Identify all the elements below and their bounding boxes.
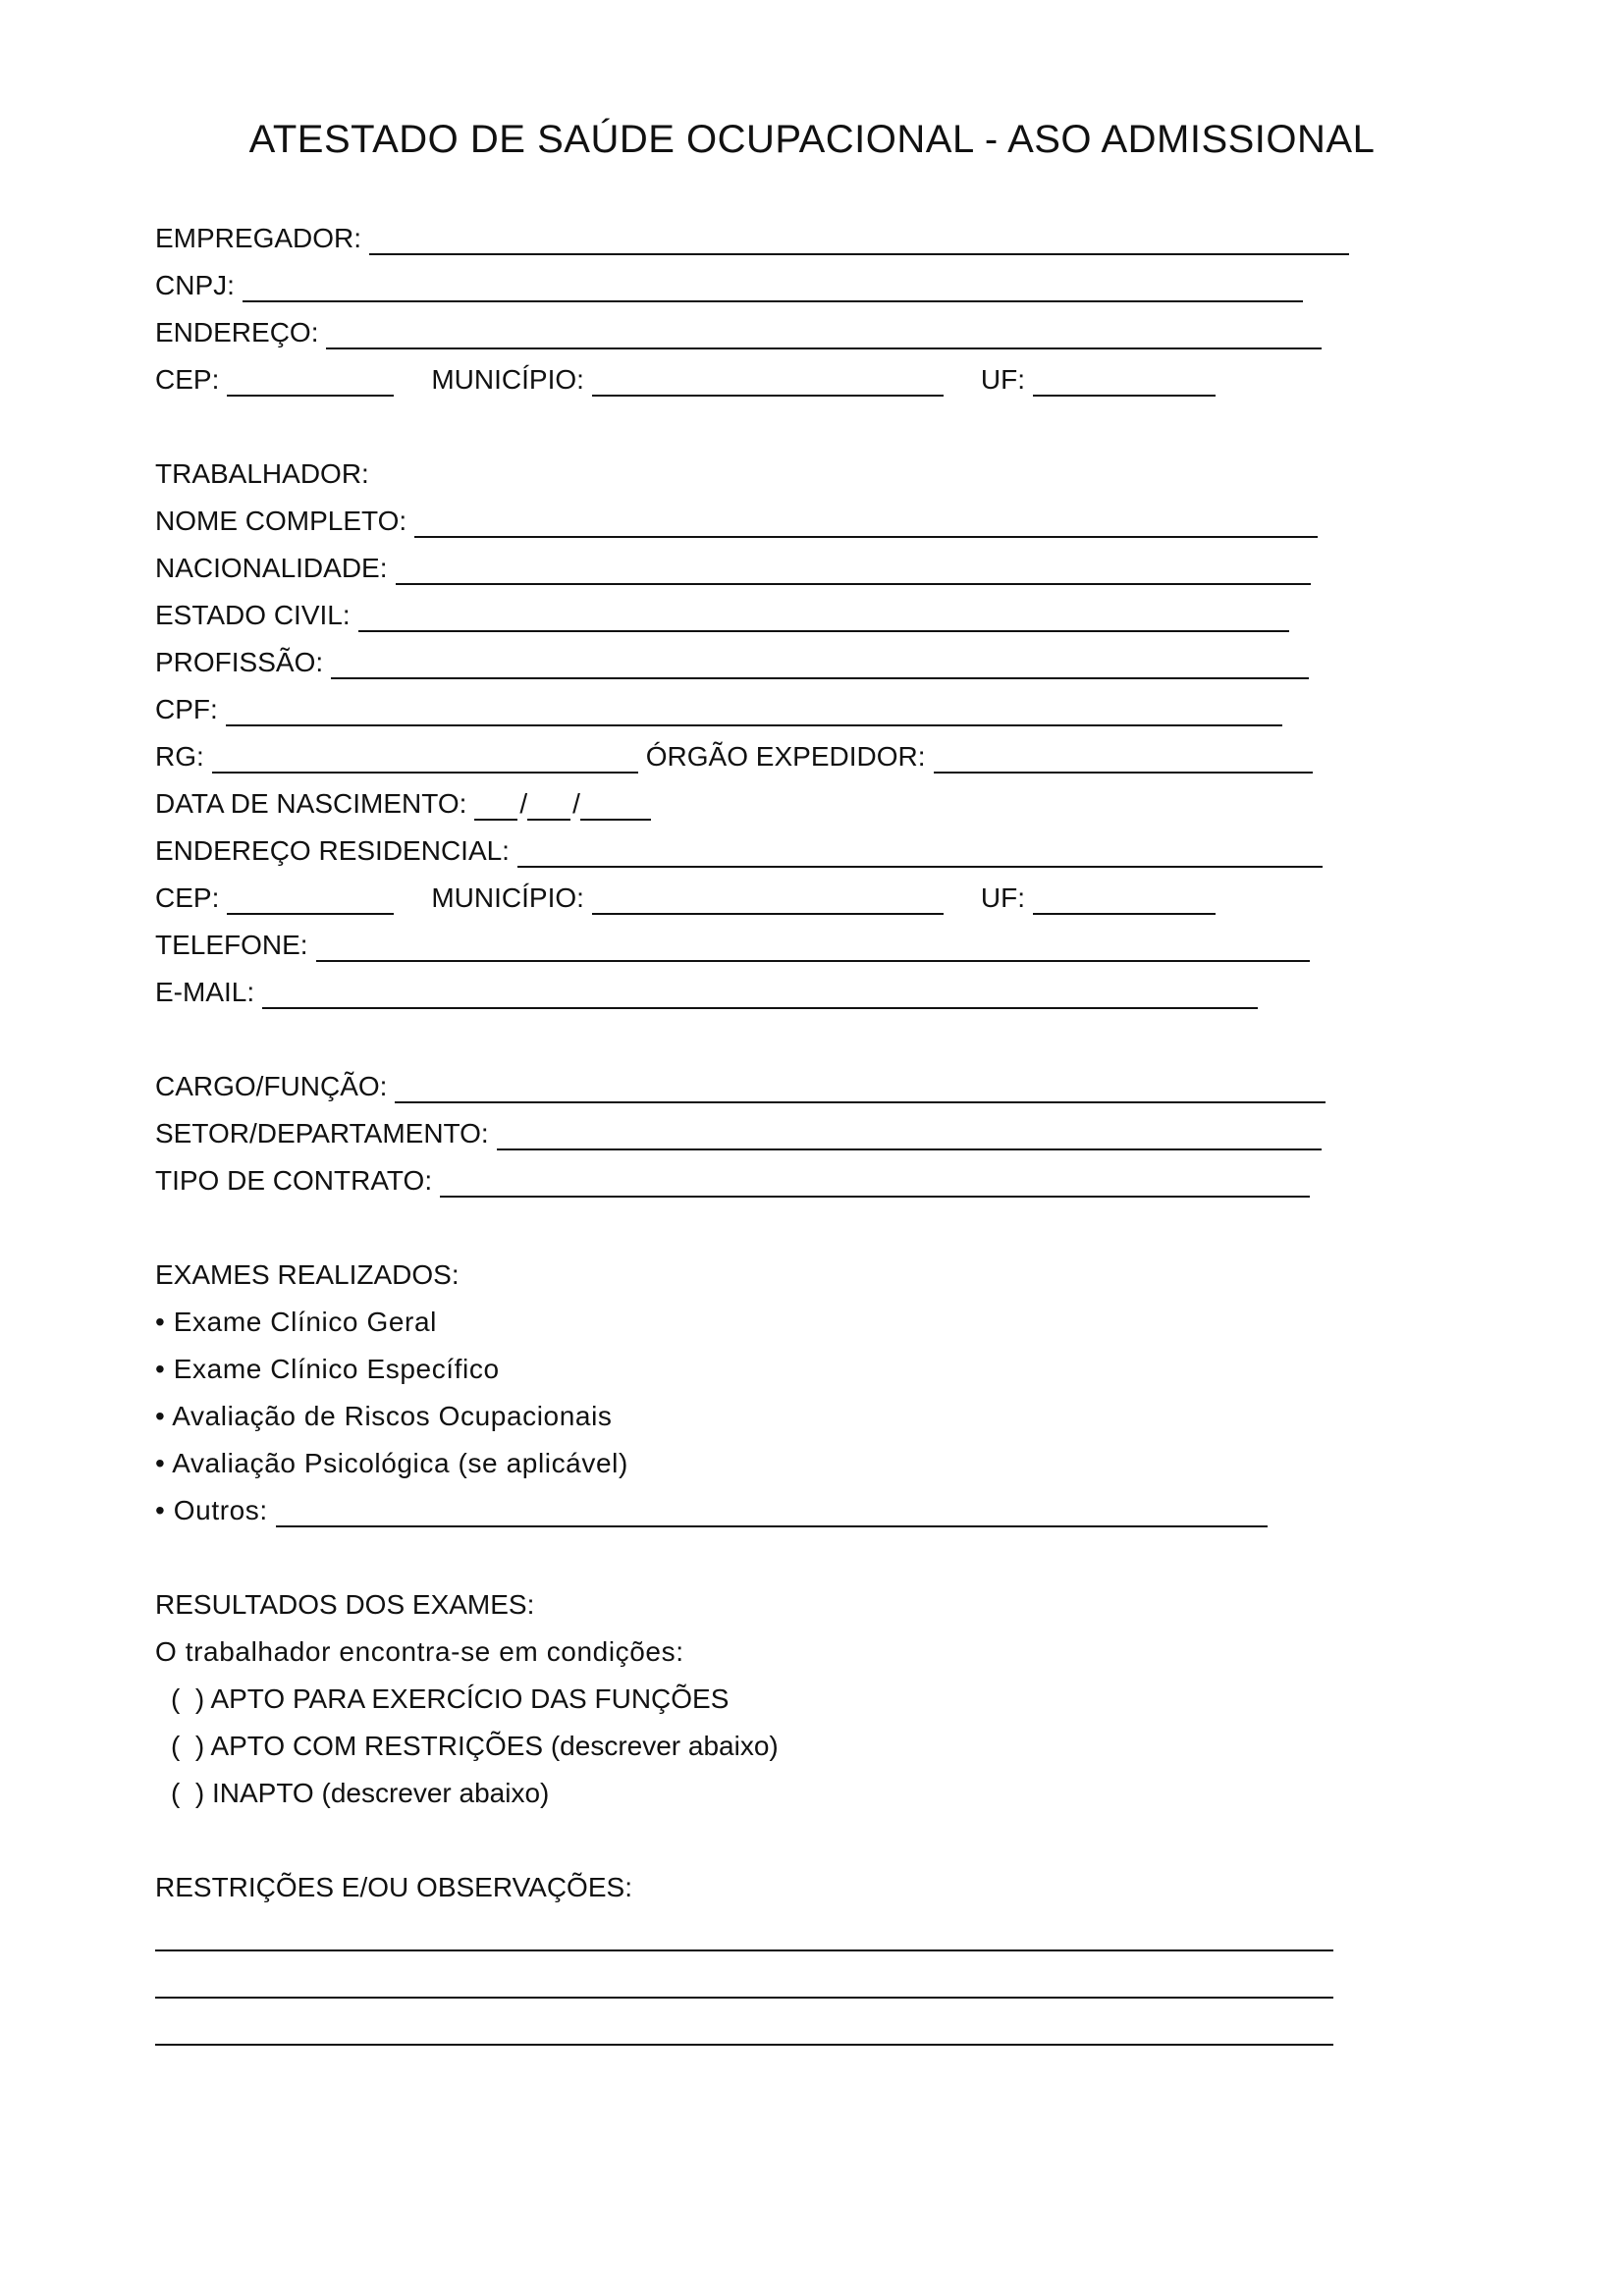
cep-municipio-uf-row bbox=[155, 363, 1216, 397]
cargo-field[interactable] bbox=[395, 1076, 1326, 1103]
email-row bbox=[155, 976, 1258, 1009]
endereco-residencial-label: ENDEREÇO RESIDENCIAL: bbox=[155, 835, 510, 866]
resultados-heading: RESULTADOS DOS EXAMES: bbox=[155, 1589, 535, 1620]
worker-uf-field[interactable] bbox=[1033, 887, 1216, 915]
cep-label: CEP: bbox=[155, 364, 220, 395]
cargo-row bbox=[155, 1070, 1326, 1103]
profissao-field[interactable] bbox=[331, 652, 1309, 679]
endereco-label: ENDEREÇO: bbox=[155, 317, 319, 347]
orgao-field[interactable] bbox=[934, 746, 1313, 774]
estado-civil-field[interactable] bbox=[358, 605, 1289, 632]
worker-cep-label: CEP: bbox=[155, 882, 220, 913]
trabalhador-heading: TRABALHADOR: bbox=[155, 458, 369, 489]
cpf-row bbox=[155, 693, 1282, 726]
cpf-field[interactable] bbox=[226, 699, 1282, 726]
observacoes-field[interactable] bbox=[155, 2018, 1333, 2046]
outros-row bbox=[155, 1494, 1268, 1527]
endereco-field[interactable] bbox=[326, 322, 1322, 349]
contrato-field[interactable] bbox=[440, 1170, 1310, 1198]
observacoes-field[interactable] bbox=[155, 1971, 1333, 1999]
nome-field[interactable] bbox=[414, 510, 1318, 538]
rg-field[interactable] bbox=[212, 746, 638, 774]
orgao-label: ÓRGÃO EXPEDIDOR: bbox=[645, 741, 926, 772]
exam-item: • Exame Clínico Específico bbox=[155, 1354, 500, 1384]
profissao-label: PROFISSÃO: bbox=[155, 647, 324, 677]
endereco-residencial-row bbox=[155, 834, 1323, 868]
cnpj-label: CNPJ: bbox=[155, 270, 235, 300]
nacionalidade-field[interactable] bbox=[396, 558, 1311, 585]
nascimento-month-field[interactable] bbox=[527, 793, 570, 821]
observacoes-line-2 bbox=[155, 1965, 1333, 1999]
cargo-label: CARGO/FUNÇÃO: bbox=[155, 1071, 388, 1101]
date-separator: / bbox=[519, 788, 528, 819]
worker-cep-municipio-uf-row bbox=[155, 881, 1216, 915]
rg-label: RG: bbox=[155, 741, 204, 772]
worker-municipio-field[interactable] bbox=[592, 887, 944, 915]
setor-row bbox=[155, 1117, 1322, 1150]
empregador-label: EMPREGADOR: bbox=[155, 223, 362, 253]
document-title: ATESTADO DE SAÚDE OCUPACIONAL - ASO ADMISSIONAL bbox=[248, 118, 1376, 161]
cnpj-field[interactable] bbox=[243, 275, 1303, 302]
outros-label: • Outros: bbox=[155, 1495, 268, 1525]
date-separator: / bbox=[572, 788, 580, 819]
cep-field[interactable] bbox=[227, 369, 394, 397]
estado-civil-label: ESTADO CIVIL: bbox=[155, 600, 351, 630]
exam-item: • Avaliação Psicológica (se aplicável) bbox=[155, 1448, 628, 1478]
rg-orgao-row bbox=[155, 740, 1313, 774]
contrato-row bbox=[155, 1164, 1310, 1198]
cpf-label: CPF: bbox=[155, 694, 218, 724]
setor-label: SETOR/DEPARTAMENTO: bbox=[155, 1118, 489, 1148]
email-field[interactable] bbox=[262, 982, 1258, 1009]
exames-heading: EXAMES REALIZADOS: bbox=[155, 1259, 460, 1290]
nome-label: NOME COMPLETO: bbox=[155, 506, 407, 536]
option-apto[interactable]: ( ) APTO PARA EXERCÍCIO DAS FUNÇÕES bbox=[171, 1683, 730, 1714]
observacoes-line-1 bbox=[155, 1918, 1333, 1951]
nascimento-row bbox=[155, 787, 651, 821]
worker-municipio-label: MUNICÍPIO: bbox=[431, 882, 584, 913]
worker-uf-label: UF: bbox=[980, 882, 1026, 913]
email-label: E-MAIL: bbox=[155, 977, 255, 1007]
municipio-field[interactable] bbox=[592, 369, 944, 397]
worker-cep-field[interactable] bbox=[227, 887, 394, 915]
nascimento-year-field[interactable] bbox=[580, 793, 651, 821]
setor-field[interactable] bbox=[497, 1123, 1322, 1150]
exam-item: • Avaliação de Riscos Ocupacionais bbox=[155, 1401, 613, 1431]
endereco-row bbox=[155, 316, 1322, 349]
nacionalidade-label: NACIONALIDADE: bbox=[155, 553, 388, 583]
profissao-row bbox=[155, 646, 1309, 679]
uf-field[interactable] bbox=[1033, 369, 1216, 397]
resultados-intro: O trabalhador encontra-se em condições: bbox=[155, 1636, 684, 1667]
cnpj-row bbox=[155, 269, 1303, 302]
contrato-label: TIPO DE CONTRATO: bbox=[155, 1165, 433, 1196]
option-apto-restricoes[interactable]: ( ) APTO COM RESTRIÇÕES (descrever abaixo) bbox=[171, 1731, 779, 1761]
nascimento-day-field[interactable] bbox=[474, 793, 517, 821]
nascimento-label: DATA DE NASCIMENTO: bbox=[155, 788, 467, 819]
option-inapto[interactable]: ( ) INAPTO (descrever abaixo) bbox=[171, 1778, 550, 1808]
municipio-label: MUNICÍPIO: bbox=[431, 364, 584, 395]
empregador-row bbox=[155, 222, 1349, 255]
nacionalidade-row bbox=[155, 552, 1311, 585]
endereco-residencial-field[interactable] bbox=[517, 840, 1323, 868]
observacoes-line-3 bbox=[155, 2012, 1333, 2046]
observacoes-field[interactable] bbox=[155, 1924, 1333, 1951]
estado-civil-row bbox=[155, 599, 1289, 632]
telefone-field[interactable] bbox=[316, 934, 1310, 962]
empregador-field[interactable] bbox=[369, 228, 1349, 255]
telefone-row bbox=[155, 929, 1310, 962]
uf-label: UF: bbox=[980, 364, 1026, 395]
exam-item: • Exame Clínico Geral bbox=[155, 1307, 437, 1337]
telefone-label: TELEFONE: bbox=[155, 930, 308, 960]
observacoes-heading: RESTRIÇÕES E/OU OBSERVAÇÕES: bbox=[155, 1872, 632, 1902]
outros-field[interactable] bbox=[276, 1500, 1268, 1527]
nome-row bbox=[155, 505, 1318, 538]
